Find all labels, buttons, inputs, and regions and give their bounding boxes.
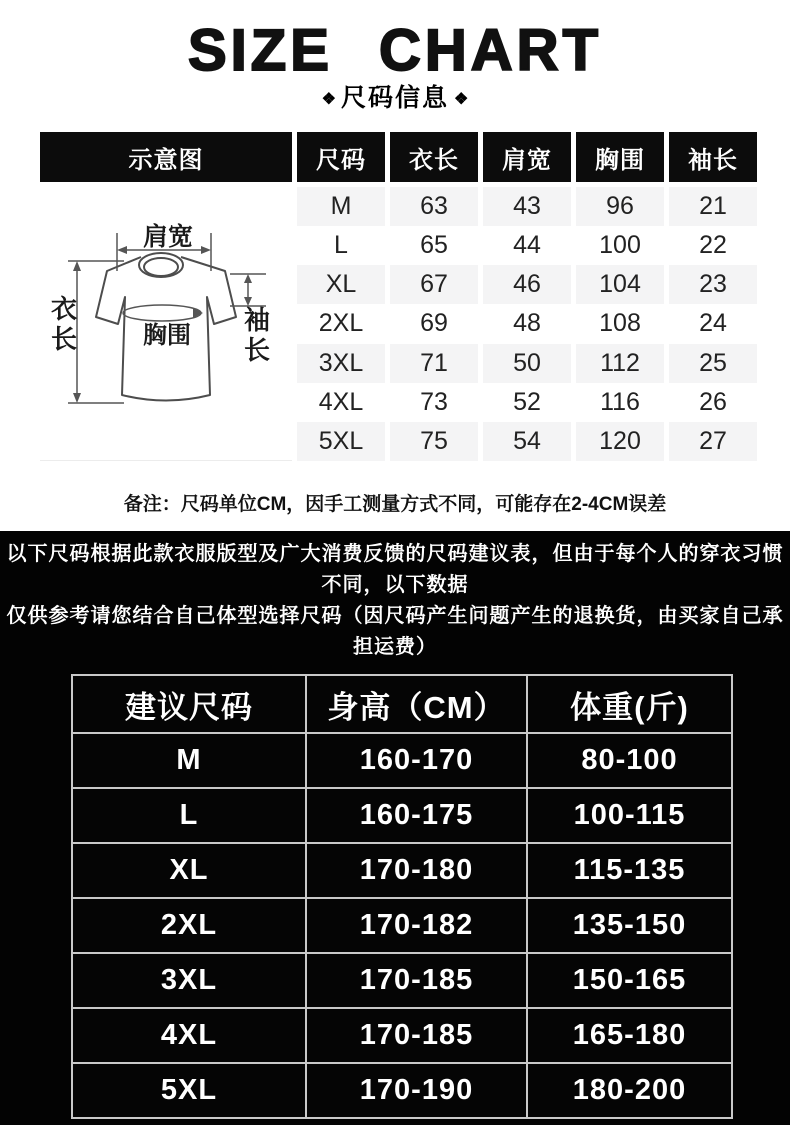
recommendation-row [72,733,732,788]
size-cell-length: 69 [390,304,478,343]
size-cell-shoulder: 50 [483,344,571,383]
size-column-header: 胸围 [576,132,664,187]
recommendation-cell-weight: 165-180 [527,1008,732,1063]
shoulder-width-label: 肩宽 [142,223,194,251]
recommendation-row [72,1063,732,1118]
sleeve-length-label-char2: 长 [243,335,271,365]
garment-length-label-char1: 衣 [50,294,78,324]
size-cell-size: 4XL [297,383,385,422]
size-cell-size: 5XL [297,422,385,461]
size-cell-shoulder: 46 [483,265,571,304]
recommendation-row [72,788,732,843]
recommendation-row [72,953,732,1008]
size-cell-sleeve: 26 [669,383,757,422]
page-title: SIZE CHART [188,18,602,83]
recommendation-cell-size: M [72,733,306,788]
recommendation-row [72,1008,732,1063]
tshirt-diagram-cell [40,187,292,461]
size-cell-size: XL [297,265,385,304]
sleeve-length-label-char1: 袖 [243,305,271,335]
recommendation-header-row [72,675,732,733]
recommendation-cell-size: 5XL [72,1063,306,1118]
size-column-header: 示意图 [40,132,292,187]
measurement-note: 备注：尺码单位CM，因手工测量方式不同，可能存在2-4CM误差 [123,494,667,515]
recommendation-cell-size: 2XL [72,898,306,953]
recommendation-cell-height: 170-185 [306,953,527,1008]
recommendation-cell-height: 170-190 [306,1063,527,1118]
size-cell-length: 71 [390,344,478,383]
subtitle-text: 尺码信息 [340,84,449,112]
size-cell-length: 67 [390,265,478,304]
recommendation-cell-weight: 115-135 [527,843,732,898]
size-cell-sleeve: 23 [669,265,757,304]
recommendation-cell-height: 160-170 [306,733,527,788]
size-cell-chest: 104 [576,265,664,304]
recommendation-cell-size: 3XL [72,953,306,1008]
size-cell-chest: 116 [576,383,664,422]
size-cell-chest: 120 [576,422,664,461]
recommendation-cell-weight: 180-200 [527,1063,732,1118]
size-column-header: 衣长 [390,132,478,187]
recommendation-table [71,674,733,1119]
size-cell-shoulder: 43 [483,187,571,226]
size-cell-sleeve: 25 [669,344,757,383]
size-cell-chest: 112 [576,344,664,383]
size-cell-chest: 100 [576,226,664,265]
recommendation-cell-height: 170-182 [306,898,527,953]
size-info-section [0,0,790,531]
size-cell-size: 3XL [297,344,385,383]
size-cell-shoulder: 44 [483,226,571,265]
size-column-header: 尺码 [297,132,385,187]
recommendation-row [72,898,732,953]
recommendation-section [0,531,790,1125]
chest-label: 胸围 [143,322,191,349]
recommendation-column-header: 体重(斤) [527,675,732,733]
recommendation-cell-weight: 80-100 [527,733,732,788]
page-subtitle [0,85,790,111]
recommendation-cell-height: 160-175 [306,788,527,843]
size-cell-length: 65 [390,226,478,265]
chest-measure-line [123,305,203,321]
recommendation-intro [0,531,790,663]
size-table-row [40,187,757,226]
tshirt-measurement-diagram [40,187,292,460]
diamond-ornament-left: ❖ [321,91,336,108]
recommendation-column-header: 建议尺码 [72,675,306,733]
size-table-header-row [40,132,757,187]
size-cell-shoulder: 54 [483,422,571,461]
intro-line-2: 仅供参考请您结合自己体型选择尺码（因尺码产生问题产生的退换货，由买家自己承担运费） [6,605,784,658]
size-cell-length: 75 [390,422,478,461]
size-cell-sleeve: 21 [669,187,757,226]
recommendation-cell-height: 170-180 [306,843,527,898]
recommendation-cell-size: 4XL [72,1008,306,1063]
recommendation-cell-height: 170-185 [306,1008,527,1063]
recommendation-cell-weight: 135-150 [527,898,732,953]
recommendation-column-header: 身高（CM） [306,675,527,733]
size-cell-size: M [297,187,385,226]
size-cell-sleeve: 22 [669,226,757,265]
size-cell-sleeve: 24 [669,304,757,343]
sleeve-length-arrow [230,274,266,306]
size-cell-chest: 108 [576,304,664,343]
size-table [35,132,762,461]
recommendation-cell-weight: 150-165 [527,953,732,1008]
size-cell-length: 73 [390,383,478,422]
garment-length-label-char2: 长 [50,324,78,354]
diamond-ornament-right: ❖ [454,91,469,108]
size-cell-length: 63 [390,187,478,226]
size-cell-sleeve: 27 [669,422,757,461]
intro-line-1: 以下尺码根据此款衣服版型及广大消费反馈的尺码建议表，但由于每个人的穿衣习惯不同，以下数据 [6,543,784,596]
recommendation-cell-size: XL [72,843,306,898]
size-cell-size: L [297,226,385,265]
size-cell-chest: 96 [576,187,664,226]
size-cell-shoulder: 52 [483,383,571,422]
size-cell-shoulder: 48 [483,304,571,343]
size-column-header: 袖长 [669,132,757,187]
size-cell-size: 2XL [297,304,385,343]
recommendation-cell-size: L [72,788,306,843]
size-column-header: 肩宽 [483,132,571,187]
recommendation-row [72,843,732,898]
recommendation-cell-weight: 100-115 [527,788,732,843]
